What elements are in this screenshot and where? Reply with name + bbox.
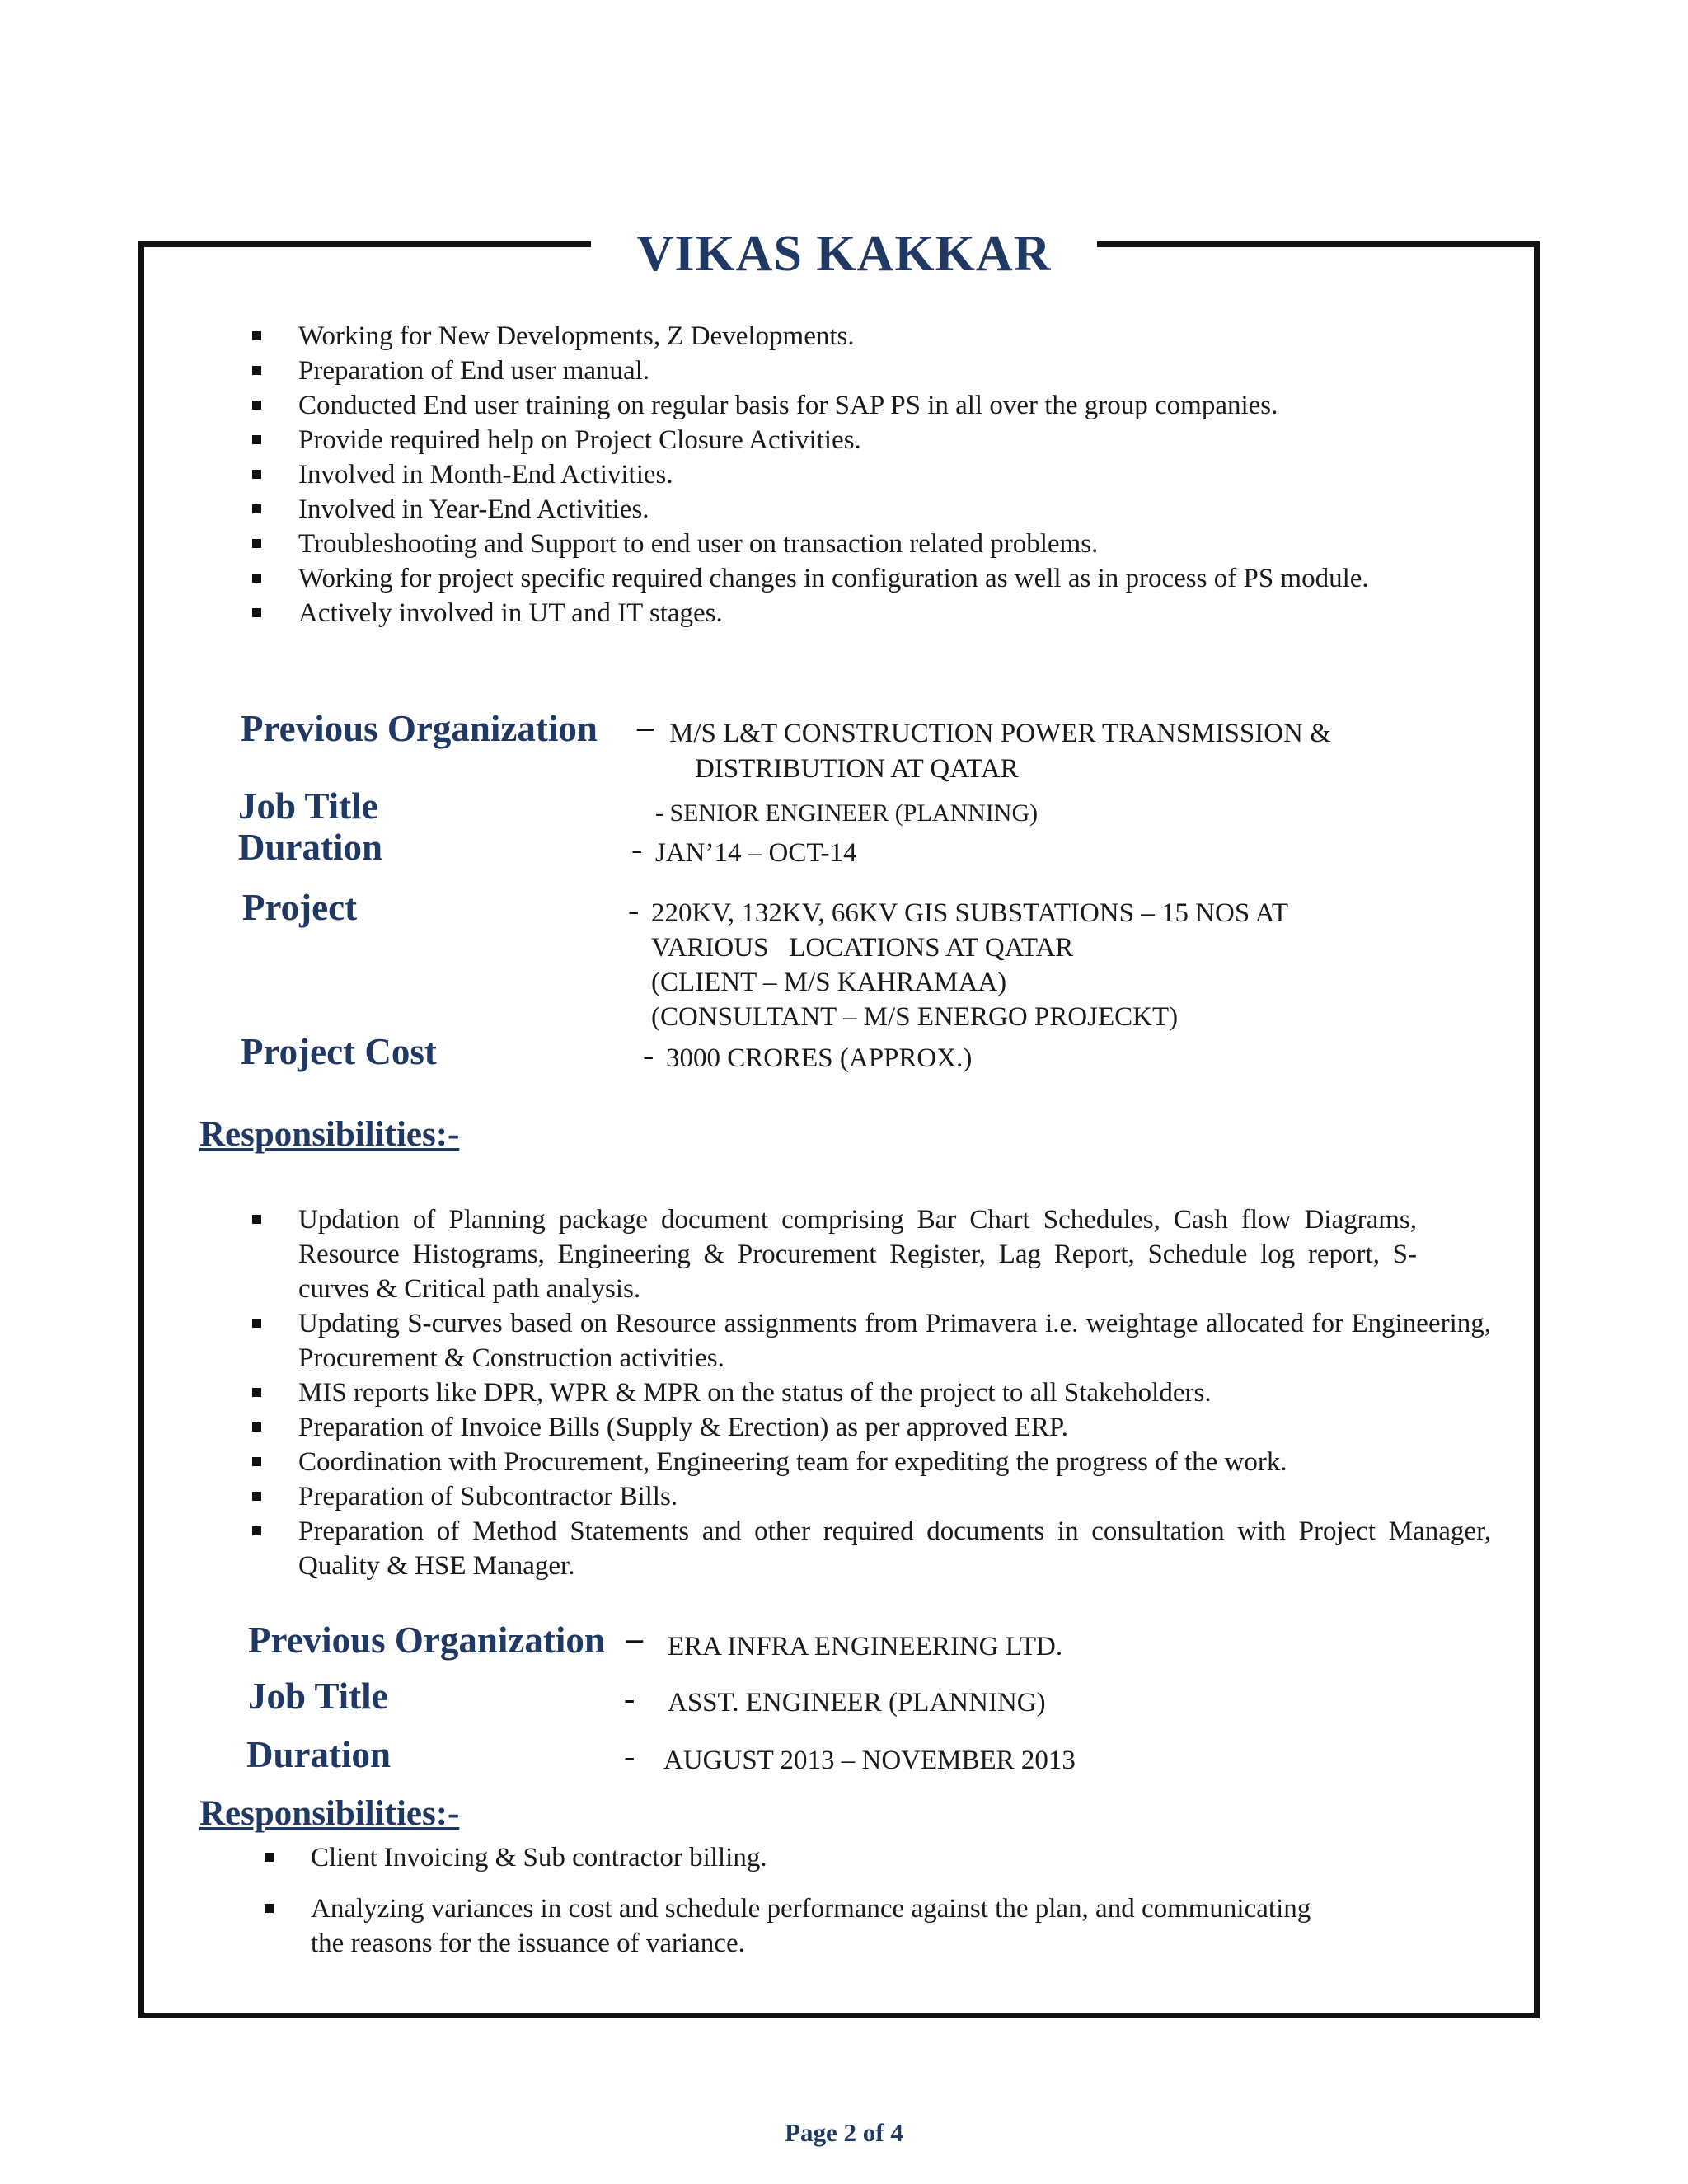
list-item: Client Invoicing & Sub contractor billing.: [265, 1840, 1427, 1875]
responsibilities-list: [265, 1840, 1427, 1961]
list-item: Involved in Month-End Activities.: [252, 457, 1416, 492]
org2-duration-label: Duration: [246, 1734, 392, 1775]
org1-name-line1: M/S L&T CONSTRUCTION POWER TRANSMISSION &: [669, 719, 1331, 748]
org2-name: ERA INFRA ENGINEERING LTD.: [668, 1632, 1063, 1661]
org1-project-line1: 220KV, 132KV, 66KV GIS SUBSTATIONS – 15 NOS AT: [651, 898, 1288, 928]
candidate-name: VIKAS KAKKAR: [591, 221, 1098, 287]
list-item: Updating S-curves based on Resource assignments from Primavera i.e. weightage allocated for Engineering, Procurement & Construction activities.: [252, 1306, 1491, 1376]
responsibilities-heading: Responsibilities:-: [199, 1115, 460, 1154]
list-item: Conducted End user training on regular basis for SAP PS in all over the group companies.: [252, 388, 1416, 423]
duties-list: [252, 319, 1416, 630]
org1-project-dash: -: [628, 891, 640, 928]
list-item: Working for project specific required changes in configuration as well as in process of PS module.: [252, 561, 1416, 596]
list-item: Preparation of Subcontractor Bills.: [252, 1479, 1491, 1514]
list-item: Updation of Planning package document comprising Bar Chart Schedules, Cash flow Diagrams, Resource Histograms, Engineering & Procurement Register, Lag Report, Schedule log report, S-curves & Critical path analysis.: [252, 1202, 1491, 1306]
org1-name-line2: DISTRIBUTION AT QATAR: [695, 754, 1019, 784]
resume-name-header: [0, 221, 1688, 287]
org1-project-line2: VARIOUS LOCATIONS AT QATAR: [651, 933, 1074, 963]
list-item: Involved in Year-End Activities.: [252, 492, 1416, 527]
list-item: Preparation of Method Statements and other required documents in consultation with Project Manager, Quality & HSE Manager.: [252, 1514, 1491, 1583]
org1-job-value: - SENIOR ENGINEER (PLANNING): [655, 799, 1039, 827]
list-item: Actively involved in UT and IT stages.: [252, 596, 1416, 630]
list-item: Preparation of End user manual.: [252, 354, 1416, 388]
org2-duration-value: AUGUST 2013 – NOVEMBER 2013: [663, 1746, 1076, 1775]
org1-label: Previous Organization: [241, 708, 598, 749]
org1-cost-value: 3000 CRORES (APPROX.): [666, 1043, 973, 1073]
list-item: Analyzing variances in cost and schedule performance against the plan, and communicating the reasons for the issuance of variance.: [265, 1891, 1427, 1961]
org1-duration-dash: -: [631, 830, 643, 867]
org2-job-label: Job Title: [248, 1675, 388, 1717]
org1-cost-dash: -: [643, 1036, 654, 1073]
org1-dash: –: [637, 708, 654, 745]
org1-job-label: Job Title: [238, 785, 378, 827]
org1-project-line3: (CLIENT – M/S KAHRAMAA): [651, 968, 1007, 997]
list-item: MIS reports like DPR, WPR & MPR on the status of the project to all Stakeholders.: [252, 1376, 1491, 1410]
org2-dash: –: [626, 1619, 643, 1657]
list-item: Troubleshooting and Support to end user on transaction related problems.: [252, 527, 1416, 561]
responsibilities-heading: Responsibilities:-: [199, 1794, 460, 1833]
list-item: Working for New Developments, Z Developments.: [252, 319, 1416, 354]
page-number: Page 2 of 4: [785, 2118, 903, 2147]
org1-cost-label: Project Cost: [241, 1031, 437, 1072]
list-item: Provide required help on Project Closure Activities.: [252, 423, 1416, 457]
org1-project-line4: (CONSULTANT – M/S ENERGO PROJECKT): [651, 1002, 1179, 1032]
org2-job-dash: -: [624, 1680, 635, 1717]
responsibilities-list: [252, 1202, 1491, 1583]
list-item: Coordination with Procurement, Engineering team for expediting the progress of the work.: [252, 1445, 1491, 1479]
org1-project-label: Project: [242, 887, 358, 928]
org2-duration-dash: -: [624, 1737, 635, 1774]
org1-duration-label: Duration: [238, 827, 383, 868]
list-item: Preparation of Invoice Bills (Supply & Erection) as per approved ERP.: [252, 1410, 1491, 1445]
org2-label: Previous Organization: [248, 1619, 605, 1661]
org2-job-value: ASST. ENGINEER (PLANNING): [668, 1688, 1046, 1718]
org1-duration-value: JAN’14 – OCT-14: [655, 838, 857, 868]
